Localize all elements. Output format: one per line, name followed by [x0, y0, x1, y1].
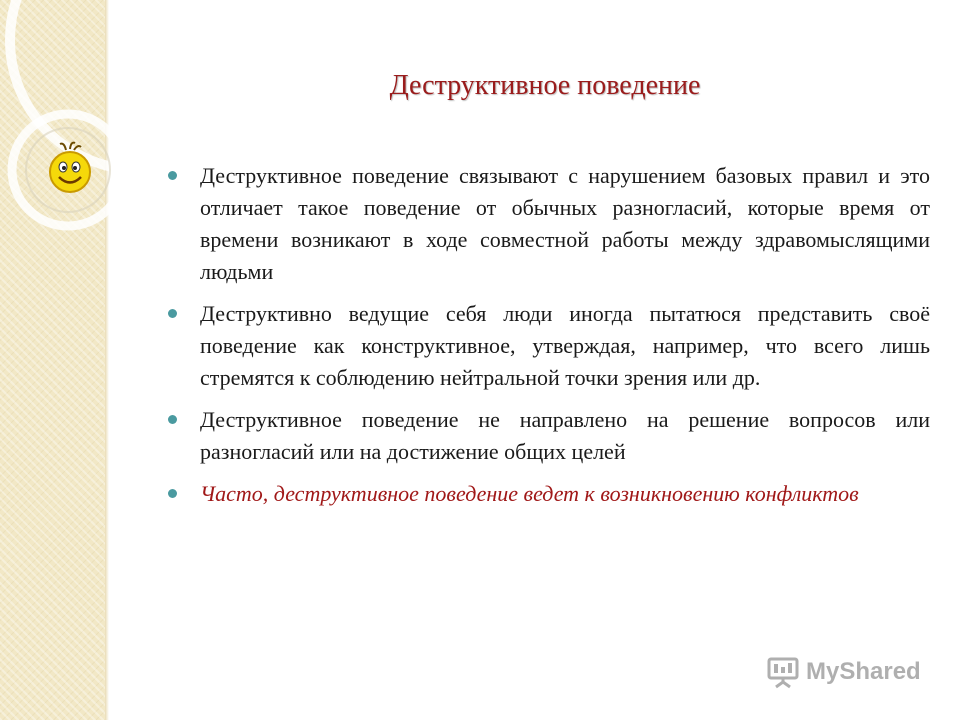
bullet-text: Деструктивное поведение связывают с нарушением базовых правил и это отличает такое поведение от обычных разногласий, которые время от времени возникают в ходе совместной работы между здравомыслящими людьми — [200, 163, 930, 284]
watermark-label: MyShared — [806, 658, 921, 685]
bullet-dot-icon — [168, 171, 177, 180]
decorative-circles — [0, 0, 140, 720]
bullet-text: Деструктивное поведение не направлено на решение вопросов или разногласий или на достижение общих целей — [200, 407, 930, 464]
bullet-item — [168, 160, 930, 288]
slide-title: Деструктивное поведение — [389, 70, 701, 101]
bullet-item — [168, 404, 930, 468]
bullet-list — [168, 160, 930, 520]
bullet-text: Часто, деструктивное поведение ведет к возникновению конфликтов — [200, 481, 859, 506]
bullet-text: Деструктивно ведущие себя люди иногда пытатюся представить своё поведение как конструктивное, утверждая, например, что всего лишь стремятся к соблюдению нейтральной точки зрения или др. — [200, 301, 930, 390]
bullet-dot-icon — [168, 309, 177, 318]
presentation-board-icon — [766, 655, 800, 689]
bullet-dot-icon — [168, 489, 177, 498]
smiley-face-icon — [44, 140, 96, 196]
bullet-item — [168, 298, 930, 394]
bullet-dot-icon — [168, 415, 177, 424]
bullet-item-highlight — [168, 478, 930, 510]
watermark — [766, 655, 921, 689]
